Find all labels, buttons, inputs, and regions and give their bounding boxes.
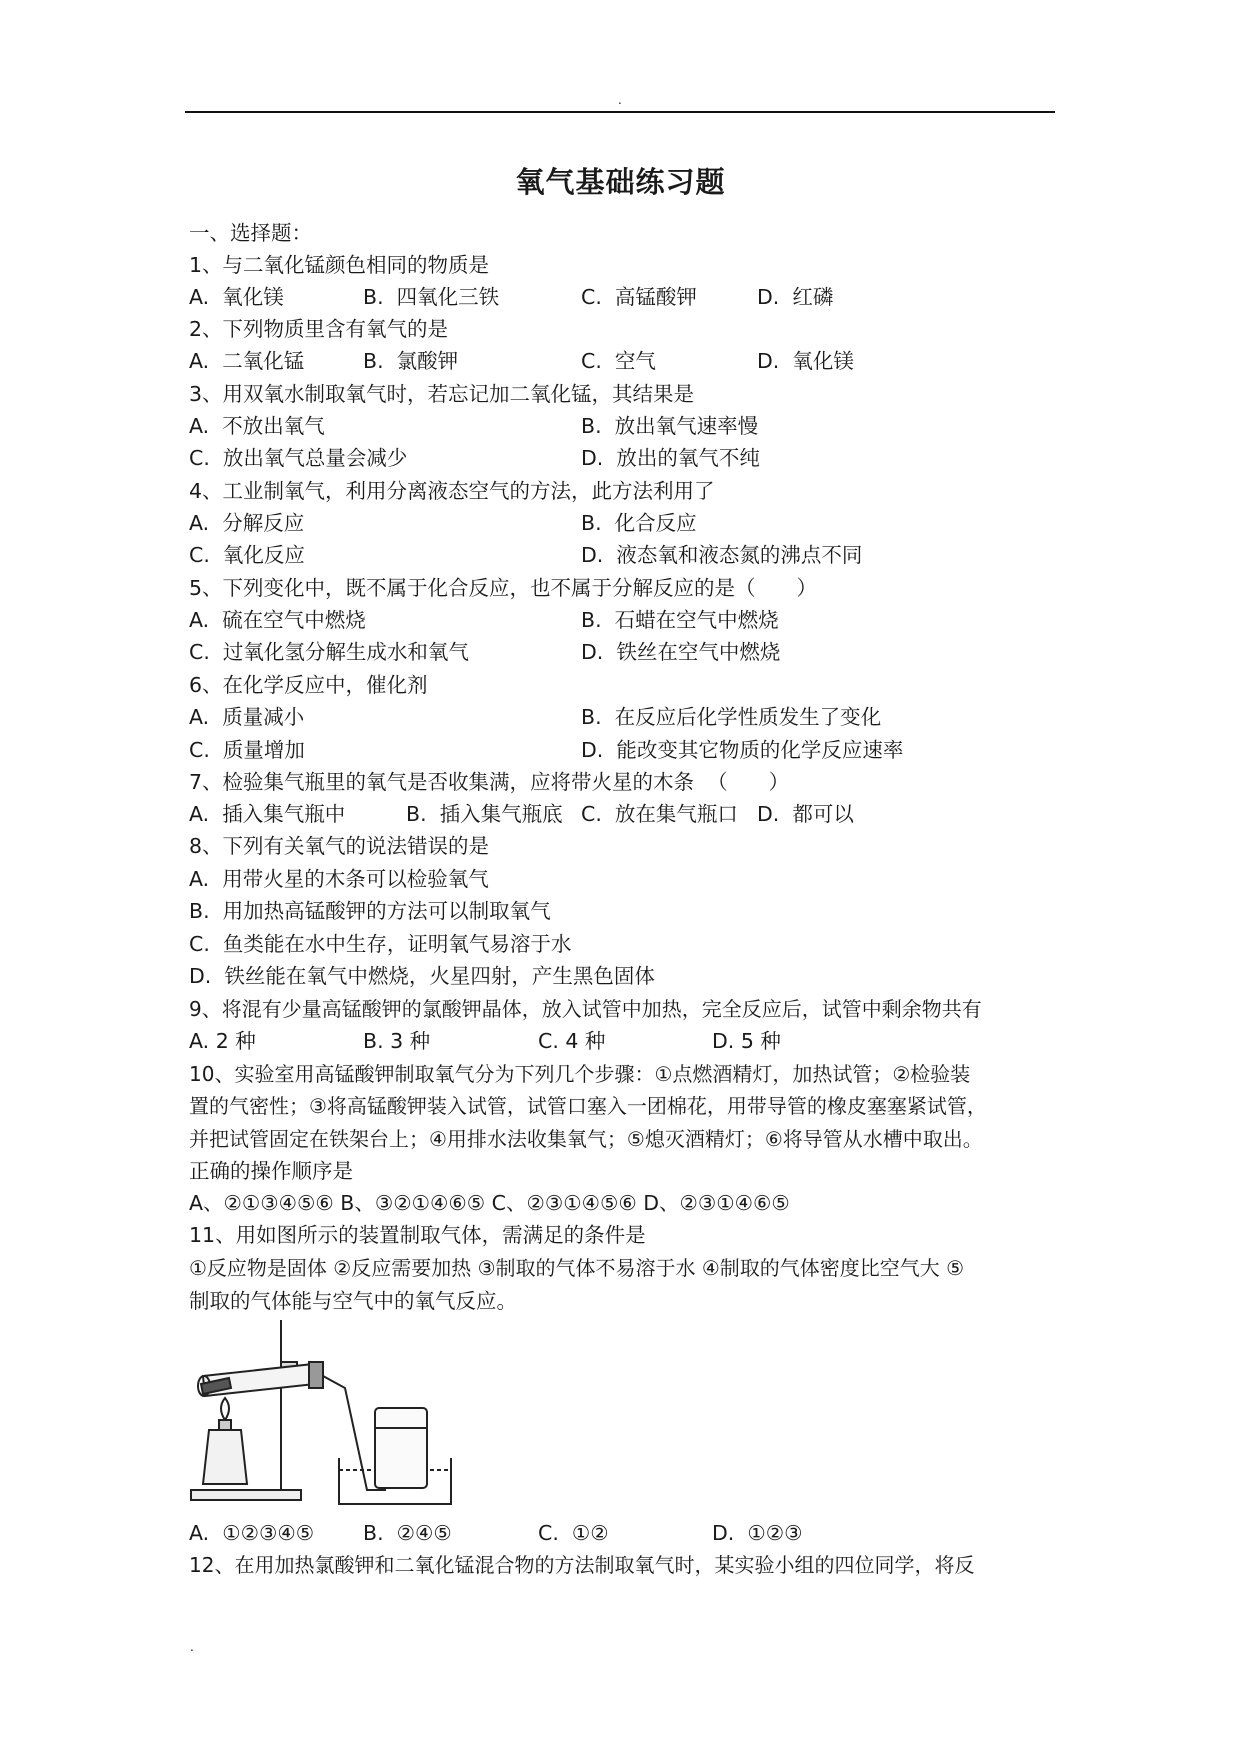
q4-stem: 4、工业制氧气，利用分离液态空气的方法，此方法利用了 (189, 479, 715, 503)
q10-line-1: 10、实验室用高锰酸钾制取氧气分为下列几个步骤：①点燃酒精灯，加热试管；②检验装 (189, 1062, 971, 1086)
q3-option-b: B. 放出氧气速率慢 (581, 414, 759, 438)
section-heading: 一、选择题： (189, 221, 312, 245)
page-title: 氧气基础练习题 (515, 165, 726, 199)
q5-stem: 5、下列变化中，既不属于化合反应，也不属于分解反应的是（ ） (189, 576, 818, 600)
q6-option-d: D. 能改变其它物质的化学反应速率 (581, 738, 904, 762)
q4-option-b: B. 化合反应 (581, 511, 697, 535)
q9-option-d: D. 5 种 (712, 1029, 781, 1053)
q8-option-c: C. 鱼类能在水中生存，证明氧气易溶于水 (189, 932, 572, 956)
q9-option-c: C. 4 种 (538, 1029, 606, 1053)
q11-option-d: D. ①②③ (712, 1521, 803, 1545)
q9-option-a: A. 2 种 (189, 1029, 256, 1053)
q10-line-3: 并把试管固定在铁架台上；④用排水法收集氧气；⑤熄灭酒精灯；⑥将导管从水槽中取出。 (189, 1127, 983, 1151)
q5-option-a: A. 硫在空气中燃烧 (189, 608, 366, 632)
q7-option-a: A. 插入集气瓶中 (189, 802, 346, 826)
q2-option-b: B. 氯酸钾 (363, 349, 459, 373)
q7-stem: 7、检验集气瓶里的氧气是否收集满，应将带火星的木条 （ ） (189, 770, 790, 794)
q3-option-c: C. 放出氧气总量会减少 (189, 446, 408, 470)
q5-option-c: C. 过氧化氢分解生成水和氧气 (189, 640, 469, 664)
q8-option-d: D. 铁丝能在氧气中燃烧，火星四射，产生黑色固体 (189, 964, 655, 988)
q1-option-d: D. 红磷 (757, 285, 834, 309)
q7-option-c: C. 放在集气瓶口 (581, 802, 738, 826)
q2-stem: 2、下列物质里含有氧气的是 (189, 317, 449, 341)
oxygen-apparatus-figure (189, 1318, 459, 1508)
q12-stem: 12、在用加热氯酸钾和二氧化锰混合物的方法制取氧气时，某实验小组的四位同学，将反 (189, 1553, 975, 1577)
q2-option-a: A. 二氧化锰 (189, 349, 305, 373)
q10-line-4: 正确的操作顺序是 (189, 1159, 353, 1183)
q7-option-b: B. 插入集气瓶底 (406, 802, 563, 826)
q6-stem: 6、在化学反应中，催化剂 (189, 673, 428, 697)
q4-option-d: D. 液态氧和液态氮的沸点不同 (581, 543, 863, 567)
q8-option-a: A. 用带火星的木条可以检验氧气 (189, 867, 489, 891)
q11-line-2: ①反应物是固体 ②反应需要加热 ③制取的气体不易溶于水 ④制取的气体密度比空气大 ⑤ (189, 1256, 965, 1280)
q2-option-d: D. 氧化镁 (757, 349, 854, 373)
q1-option-b: B. 四氧化三铁 (363, 285, 500, 309)
q3-option-d: D. 放出的氧气不纯 (581, 446, 760, 470)
q6-option-a: A. 质量减小 (189, 705, 305, 729)
q3-stem: 3、用双氧水制取氧气时，若忘记加二氧化锰，其结果是 (189, 382, 695, 406)
q6-option-c: C. 质量增加 (189, 738, 305, 762)
q11-line-3: 制取的气体能与空气中的氧气反应。 (189, 1289, 517, 1313)
footer-dot: . (190, 1640, 194, 1654)
q2-option-c: C. 空气 (581, 349, 656, 373)
q7-option-d: D. 都可以 (757, 802, 854, 826)
q11-option-b: B. ②④⑤ (363, 1521, 452, 1545)
q3-option-a: A. 不放出氧气 (189, 414, 325, 438)
q1-stem: 1、与二氧化锰颜色相同的物质是 (189, 253, 490, 277)
q6-option-b: B. 在反应后化学性质发生了变化 (581, 705, 882, 729)
header-rule (185, 111, 1055, 113)
q5-option-b: B. 石蜡在空气中燃烧 (581, 608, 779, 632)
q9-stem: 9、将混有少量高锰酸钾的氯酸钾晶体，放入试管中加热，完全反应后，试管中剩余物共有 (189, 997, 982, 1021)
q8-stem: 8、下列有关氧气的说法错误的是 (189, 834, 490, 858)
q4-option-a: A. 分解反应 (189, 511, 305, 535)
q10-line-2: 置的气密性；③将高锰酸钾装入试管，试管口塞入一团棉花，用带导管的橡皮塞塞紧试管， (189, 1094, 987, 1118)
q8-option-b: B. 用加热高锰酸钾的方法可以制取氧气 (189, 899, 551, 923)
q10-options: A、②①③④⑤⑥ B、③②①④⑥⑤ C、②③①④⑤⑥ D、②③①④⑥⑤ (189, 1191, 790, 1215)
q4-option-c: C. 氧化反应 (189, 543, 305, 567)
q1-option-a: A. 氧化镁 (189, 285, 284, 309)
q11-option-a: A. ①②③④⑤ (189, 1521, 315, 1545)
q11-option-c: C. ①② (538, 1521, 609, 1545)
q5-option-d: D. 铁丝在空气中燃烧 (581, 640, 781, 664)
q11-stem: 11、用如图所示的装置制取气体，需满足的条件是 (189, 1223, 646, 1247)
header-dot: . (618, 93, 622, 107)
q1-option-c: C. 高锰酸钾 (581, 285, 697, 309)
q9-option-b: B. 3 种 (363, 1029, 431, 1053)
